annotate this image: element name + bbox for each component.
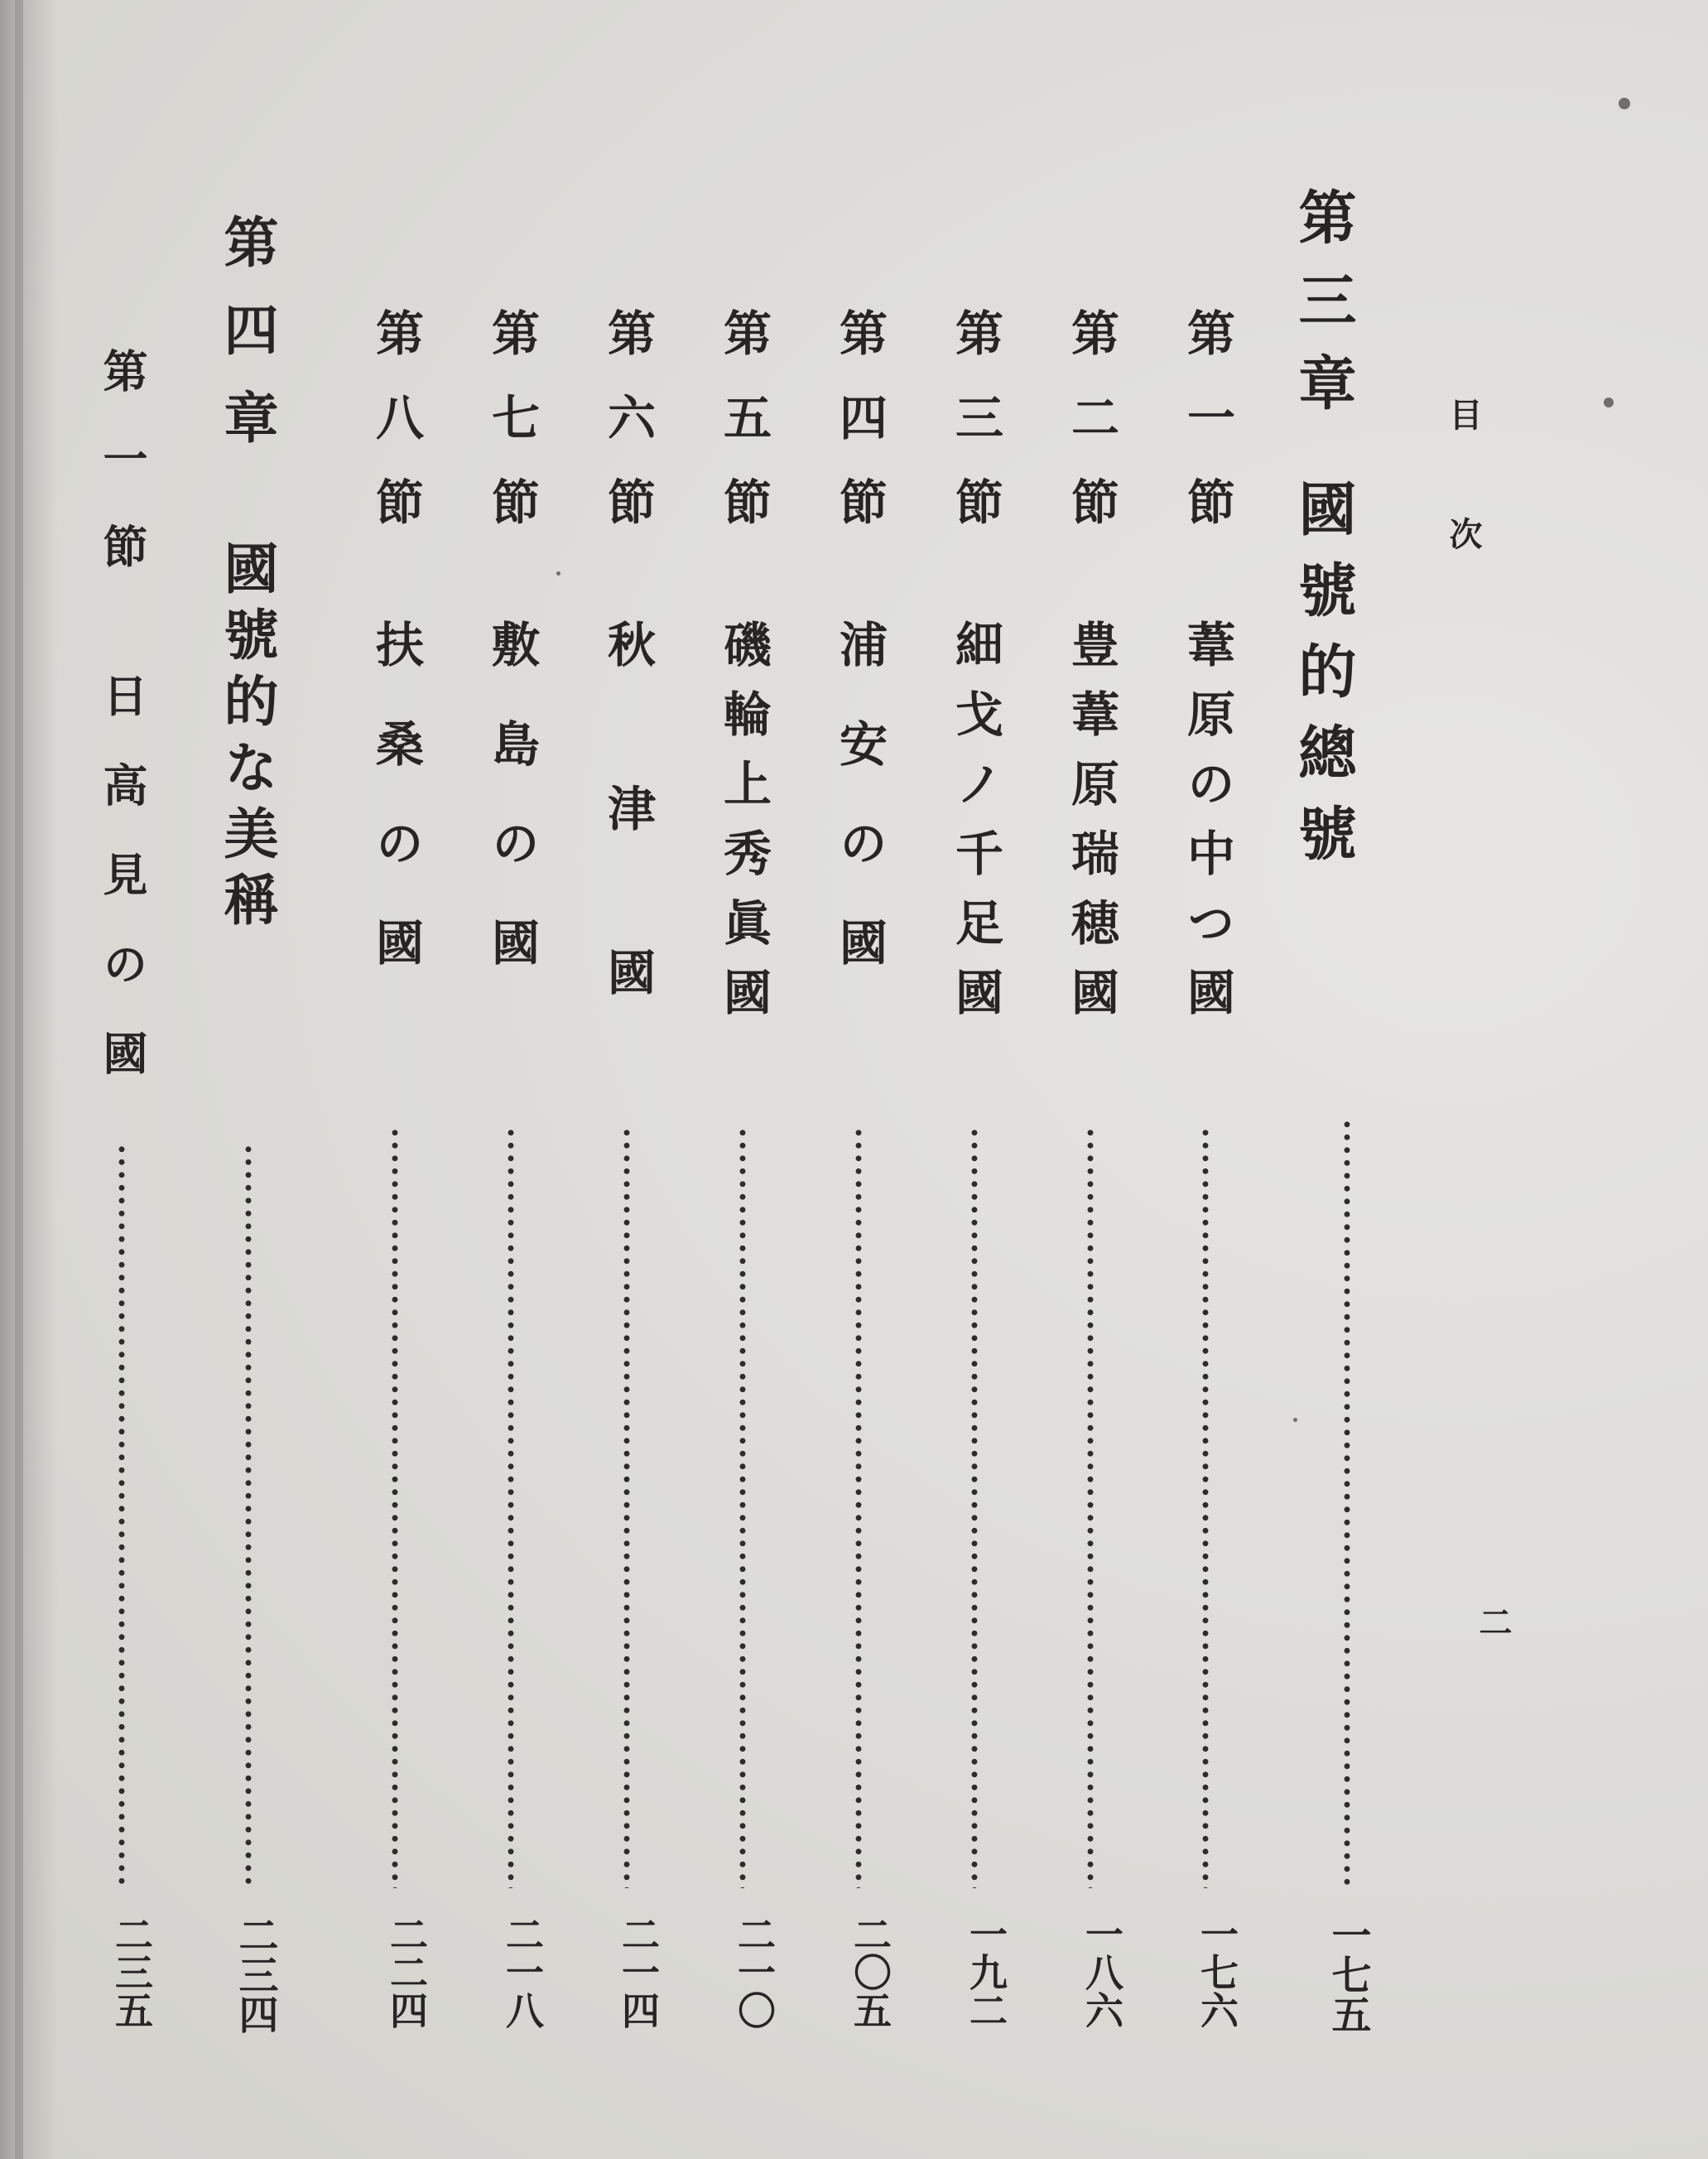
leader-dots [855,1126,862,1888]
entry-title: 磯輪上秀眞國 [715,619,772,1037]
toc-entry-section-2[interactable] [1054,308,1128,1037]
toc-entry-section-3[interactable] [938,308,1013,1037]
page-number: 一九二 [964,1915,1008,2029]
toc-entry-ch4-section-1[interactable] [85,348,160,1120]
binding-edge [15,0,23,2159]
page-number: 一七五 [1325,1915,1371,2034]
page-number: 二〇五 [848,1915,892,2029]
entry-title: 豊葦原瑞穂國 [1063,619,1119,1037]
running-header [1426,398,1500,636]
leader-dots [245,1143,252,1888]
toc-entry-section-4[interactable] [822,308,897,1017]
entry-label: 第四節 [831,308,888,561]
binding-shadow [0,0,58,2159]
page-number: 一八六 [1080,1915,1124,2029]
leader-dots [623,1126,630,1888]
toc-entry-section-6[interactable] [590,308,665,1111]
entry-title: 國號的な美稱 [214,540,279,937]
paper-speck [1293,1418,1297,1422]
leader-dots [971,1126,978,1888]
page-number: 二二四 [384,1915,429,2029]
entry-label: 第七節 [484,308,540,561]
entry-title: 細戈ノ千足國 [947,619,1003,1037]
entry-label: 第三章 [1289,187,1358,436]
page-number: 二三四 [232,1915,278,2034]
entry-title: 日高見の國 [96,672,149,1120]
entry-label: 第八節 [368,308,424,561]
page-number: 二一〇 [732,1915,777,2029]
entry-label: 第六節 [599,308,656,561]
entry-label: 第一節 [96,348,149,611]
paper-speck [1619,98,1630,109]
entry-label: 第三節 [947,308,1003,561]
paper-speck [1604,398,1614,407]
page-number: 二一八 [500,1915,545,2029]
entry-title: 扶桑の國 [368,619,424,1017]
entry-title: 葦原の中つ國 [1179,619,1235,1037]
page-number: 二三五 [109,1915,154,2029]
toc-title: 目次 [1444,398,1483,636]
entry-label: 第四章 [214,214,279,477]
toc-entry-section-7[interactable] [474,308,549,1017]
toc-entry-section-1[interactable] [1170,308,1244,1037]
toc-entry-section-5[interactable] [706,308,781,1037]
leader-dots [118,1143,125,1888]
page-number: 一七六 [1195,1915,1239,2029]
leader-dots [1202,1126,1209,1888]
page-number: 二一四 [616,1915,661,2029]
folio-number: 二 [1474,1605,1512,1638]
entry-title: 敷島の國 [484,619,540,1017]
entry-label: 第五節 [715,308,772,561]
toc-entry-chapter-3[interactable] [1286,187,1360,884]
leader-dots [1087,1126,1094,1888]
paper-speck [556,571,561,576]
entry-title: 秋津國 [599,619,656,1111]
entry-label: 第二節 [1063,308,1119,561]
leader-dots [508,1126,514,1888]
entry-title: 浦安の國 [831,619,888,1017]
entry-title: 國號的總號 [1289,479,1358,884]
leader-dots [1344,1118,1350,1888]
toc-entry-chapter-4[interactable] [209,214,284,937]
toc-entry-section-8[interactable] [358,308,433,1017]
leader-dots [739,1126,746,1888]
leader-dots [392,1126,398,1888]
entry-label: 第一節 [1179,308,1235,561]
